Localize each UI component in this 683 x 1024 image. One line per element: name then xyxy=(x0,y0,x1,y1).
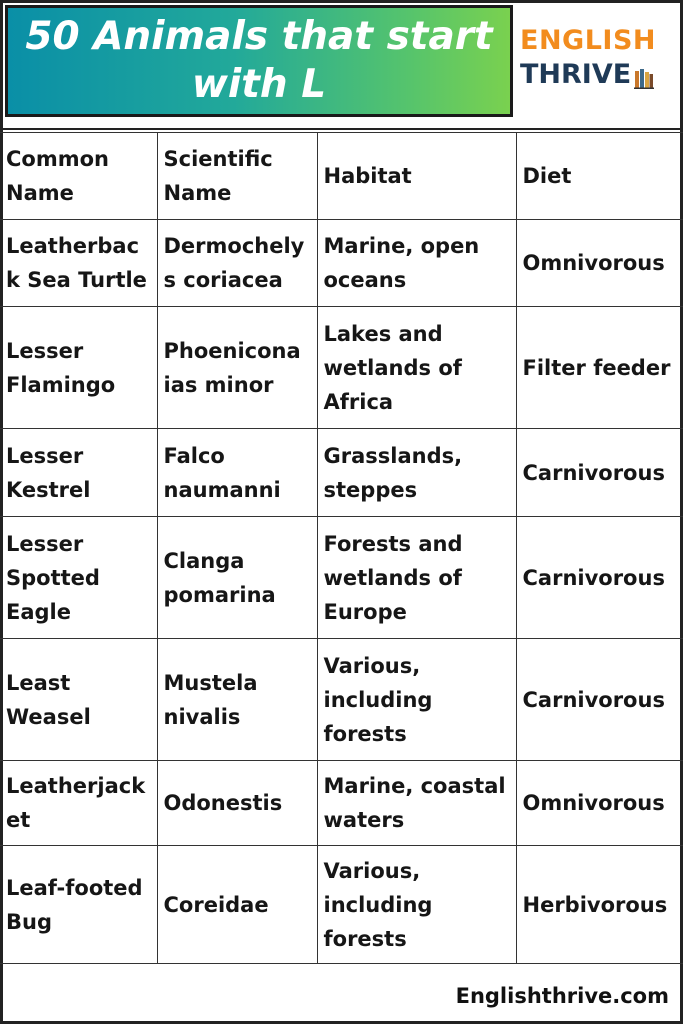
scientific-name-cell: Phoenicona ias minor xyxy=(157,307,317,429)
habitat-cell: Various, including forests xyxy=(317,639,516,761)
common-name-cell: Lesser Spotted Eagle xyxy=(0,517,157,639)
scientific-name-cell: Clanga pomarina xyxy=(157,517,317,639)
title-banner xyxy=(5,5,513,117)
table-row xyxy=(0,761,683,846)
common-name-cell: Lesser Kestrel xyxy=(0,429,157,517)
diet-cell: Herbivorous xyxy=(516,846,683,964)
column-header-scientific-name: Scientific Name xyxy=(157,133,317,220)
table-row xyxy=(0,220,683,307)
logo-text-english: ENGLISH xyxy=(520,25,656,56)
table-row xyxy=(0,846,683,964)
logo-text-thrive: THRIVE xyxy=(520,59,632,90)
common-name-cell: Leatherjacket xyxy=(0,761,157,846)
page-title: 50 Animals that start with L xyxy=(25,14,493,107)
table-header-row xyxy=(0,133,683,220)
habitat-cell: Various, including forests xyxy=(317,846,516,964)
table-row xyxy=(0,429,683,517)
diet-cell: Carnivorous xyxy=(516,429,683,517)
habitat-cell: Lakes and wetlands of Africa xyxy=(317,307,516,429)
diet-cell: Carnivorous xyxy=(516,517,683,639)
table-row xyxy=(0,639,683,761)
diet-cell: Omnivorous xyxy=(516,220,683,307)
header xyxy=(0,0,683,130)
common-name-cell: Least Weasel xyxy=(0,639,157,761)
common-name-cell: Leatherback Sea Turtle xyxy=(0,220,157,307)
scientific-name-cell: Falco naumanni xyxy=(157,429,317,517)
scientific-name-cell: Dermochelys coriacea xyxy=(157,220,317,307)
logo-text-thrive-row xyxy=(520,58,670,92)
column-header-common-name: Common Name xyxy=(0,133,157,220)
habitat-cell: Forests and wetlands of Europe xyxy=(317,517,516,639)
scientific-name-cell: Odonestis xyxy=(157,761,317,846)
animals-table xyxy=(0,132,683,964)
common-name-cell: Lesser Flamingo xyxy=(0,307,157,429)
common-name-cell: Leaf-footed Bug xyxy=(0,846,157,964)
column-header-habitat: Habitat xyxy=(317,133,516,220)
diet-cell: Carnivorous xyxy=(516,639,683,761)
column-header-diet: Diet xyxy=(516,133,683,220)
books-icon xyxy=(634,64,654,86)
footer-website: Englishthrive.com xyxy=(455,984,669,1008)
diet-cell: Filter feeder xyxy=(516,307,683,429)
habitat-cell: Grasslands, steppes xyxy=(317,429,516,517)
diet-cell: Omnivorous xyxy=(516,761,683,846)
table-row xyxy=(0,307,683,429)
habitat-cell: Marine, coastal waters xyxy=(317,761,516,846)
brand-logo xyxy=(520,24,670,104)
habitat-cell: Marine, open oceans xyxy=(317,220,516,307)
table-row xyxy=(0,517,683,639)
scientific-name-cell: Mustela nivalis xyxy=(157,639,317,761)
scientific-name-cell: Coreidae xyxy=(157,846,317,964)
